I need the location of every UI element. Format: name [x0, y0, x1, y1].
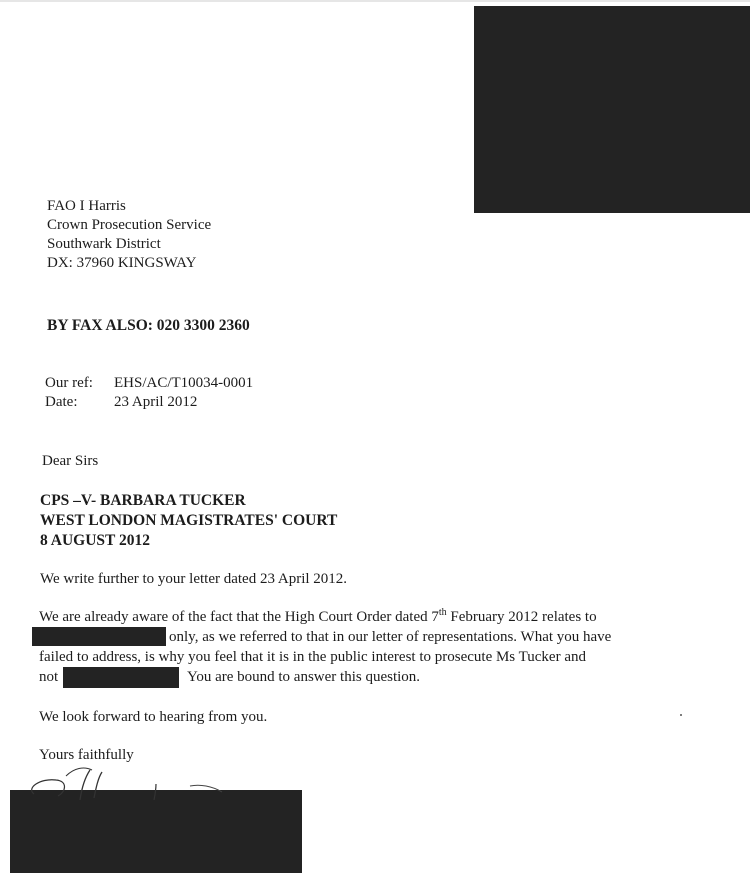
paragraph-2-line-1-text-b: February 2012 relates to [446, 609, 597, 625]
top-border [0, 0, 750, 2]
heading-line-2: WEST LONDON MAGISTRATES' COURT [40, 512, 338, 529]
paragraph-2-line-4-start: not [39, 669, 59, 685]
paragraph-2-line-1-text-a: We are already aware of the fact that the High Court Order dated 7 [39, 609, 439, 625]
our-ref-label: Our ref: [45, 375, 93, 391]
address-line-2: Crown Prosecution Service [47, 217, 212, 233]
address-line-4: DX: 37960 KINGSWAY [47, 255, 197, 271]
heading-line-1: CPS –V- BARBARA TUCKER [40, 492, 246, 509]
scan-speck [680, 714, 682, 716]
redacted-name-2 [63, 667, 179, 688]
redacted-letterhead-block [474, 6, 750, 213]
paragraph-1: We write further to your letter dated 23 April 2012. [40, 571, 348, 587]
paragraph-2-line-1 [39, 608, 597, 627]
address-line-1: FAO I Harris [47, 198, 126, 214]
closing: Yours faithfully [39, 747, 134, 763]
date-value: 23 April 2012 [114, 394, 198, 410]
ordinal-suffix: th [438, 607, 447, 618]
paragraph-2-line-2: only, as we referred to that in our letter of representations. What you have [169, 629, 612, 645]
address-line-3: Southwark District [47, 236, 161, 252]
paragraph-3: We look forward to hearing from you. [39, 709, 268, 725]
salutation: Dear Sirs [42, 453, 99, 469]
our-ref-value: EHS/AC/T10034-0001 [114, 375, 254, 391]
redacted-footer-block [10, 790, 302, 873]
redacted-name-1 [32, 627, 166, 646]
fax-notice: BY FAX ALSO: 020 3300 2360 [47, 317, 250, 334]
paragraph-2-line-4-end: You are bound to answer this question. [187, 669, 421, 685]
paragraph-2-line-3: failed to address, is why you feel that it is in the public interest to prosecute Ms Tucker and [39, 649, 586, 665]
signature-mark [22, 762, 262, 802]
heading-line-3: 8 AUGUST 2012 [40, 532, 150, 549]
date-label: Date: [45, 394, 78, 410]
